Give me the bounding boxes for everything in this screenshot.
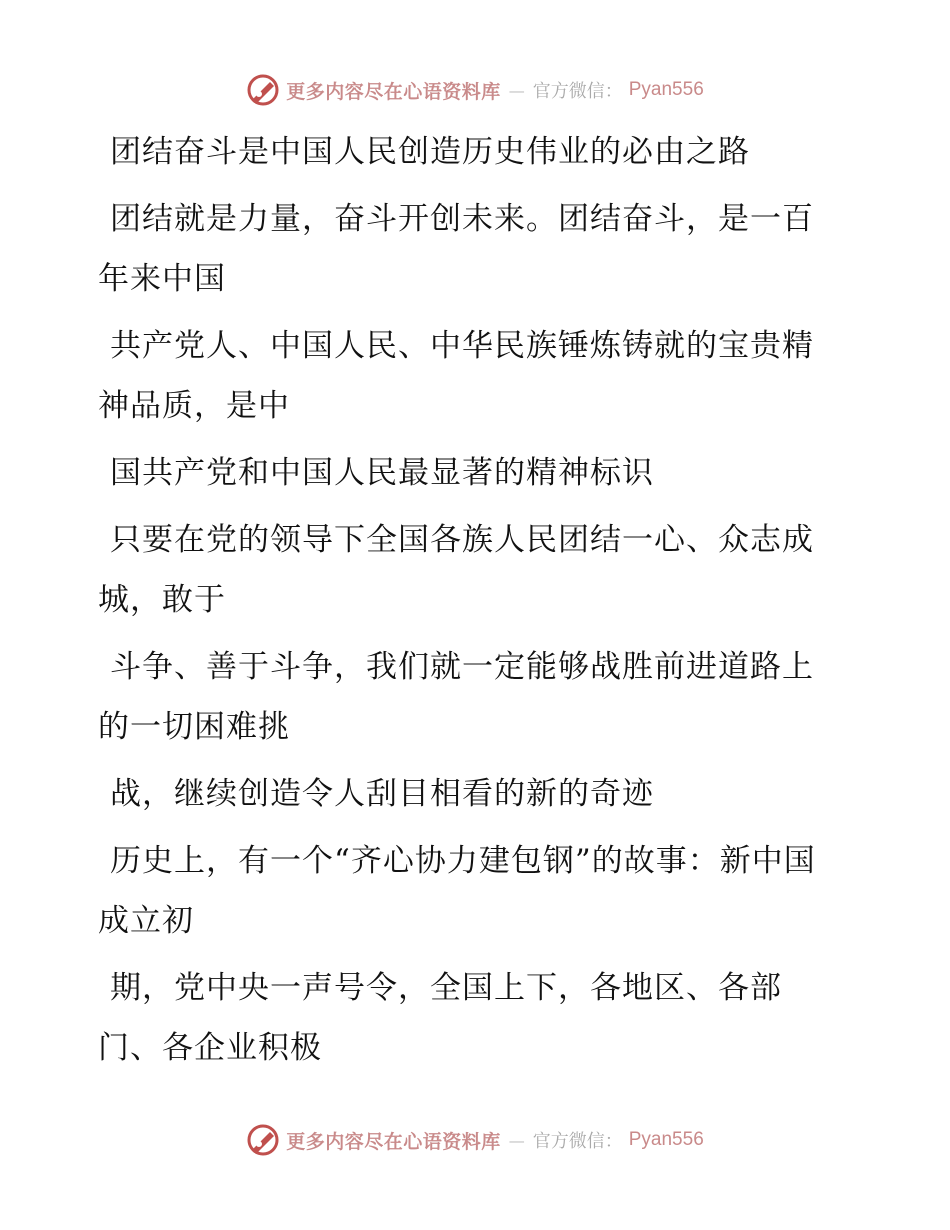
paragraph <box>98 122 838 182</box>
paragraph <box>98 764 838 824</box>
paragraph-text: 历史上，有一个“齐心协力建包钢”的故事：新中国成立初 <box>98 843 816 939</box>
paragraph <box>98 443 838 503</box>
watermark-dash: — <box>508 1130 525 1150</box>
footer-watermark <box>0 1120 950 1160</box>
watermark-main-text: 更多内容尽在心语资料库 <box>286 80 501 103</box>
header-watermark <box>0 70 950 110</box>
paragraph <box>98 510 838 630</box>
paragraph-text: 国共产党和中国人民最显著的精神标识 <box>110 455 654 491</box>
document-body <box>98 122 838 1085</box>
paragraph <box>98 831 838 951</box>
watermark-main-text: 更多内容尽在心语资料库 <box>286 1130 501 1153</box>
pen-logo-icon <box>246 73 280 107</box>
paragraph-text: 斗争、善于斗争，我们就一定能够战胜前进道路上的一切困难挑 <box>98 649 814 745</box>
paragraph-text: 团结就是力量，奋斗开创未来。团结奋斗，是一百年来中国 <box>98 201 814 297</box>
paragraph <box>98 316 838 436</box>
paragraph-text: 战，继续创造令人刮目相看的新的奇迹 <box>110 776 654 812</box>
watermark-contact-id: Pyan556 <box>628 79 704 100</box>
pen-logo-icon <box>246 1123 280 1157</box>
watermark-contact-label: 官方微信： <box>532 81 623 102</box>
paragraph <box>98 637 838 757</box>
paragraph-text: 只要在党的领导下全国各族人民团结一心、众志成城，敢于 <box>98 522 814 618</box>
watermark-dash: — <box>508 80 525 100</box>
paragraph-text: 共产党人、中国人民、中华民族锤炼铸就的宝贵精神品质，是中 <box>98 328 814 424</box>
paragraph-text: 团结奋斗是中国人民创造历史伟业的必由之路 <box>110 134 750 170</box>
paragraph <box>98 189 838 309</box>
paragraph-text: 期，党中央一声号令，全国上下，各地区、各部门、各企业积极 <box>98 970 782 1066</box>
watermark-contact-id: Pyan556 <box>628 1129 704 1150</box>
watermark-contact-label: 官方微信： <box>532 1131 623 1152</box>
paragraph <box>98 958 838 1078</box>
